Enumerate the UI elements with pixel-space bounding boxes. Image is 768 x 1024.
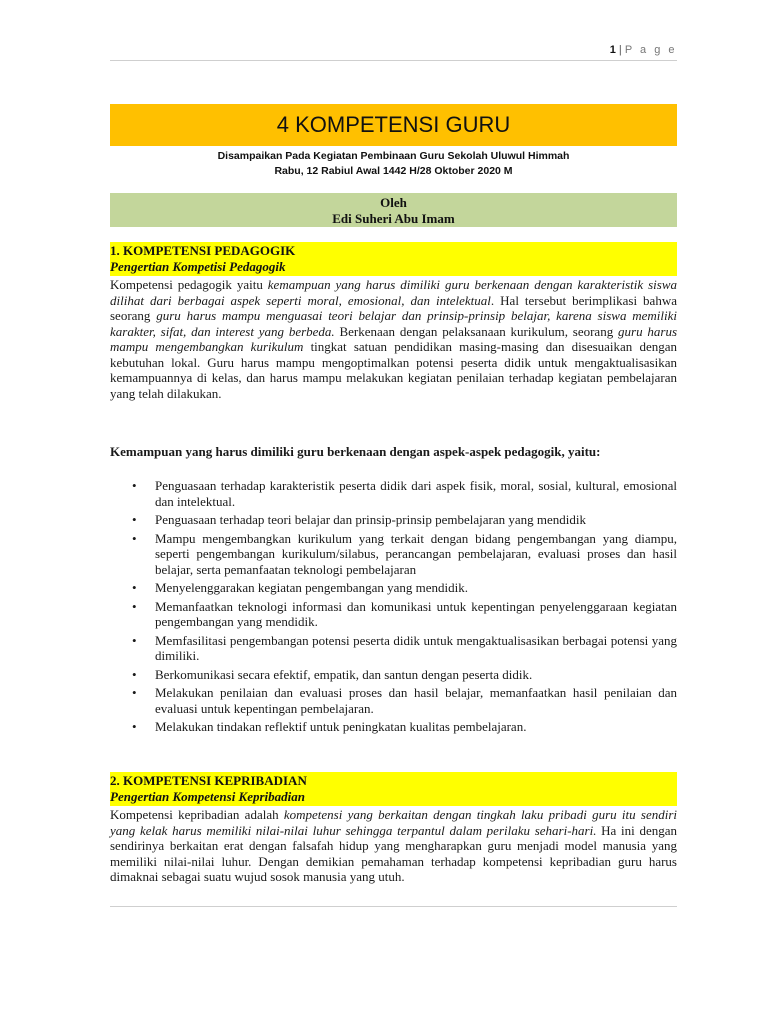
section2-subheading: Pengertian Kompetensi Kepribadian	[110, 789, 306, 804]
author-box	[110, 193, 677, 227]
list-item-text: Penguasaan terhadap karakteristik peserta didik dari aspek fisik, moral, sosial, kultural, emosional dan intelektual.	[155, 478, 677, 509]
bullet-icon: •	[132, 512, 137, 527]
bullet-icon: •	[132, 666, 137, 682]
list-item-text: Memanfaatkan teknologi informasi dan komunikasi untuk kepentingan penyelenggaraan kegiatan pengembangan yang mendidik.	[155, 598, 677, 629]
list-item-text: Menyelenggarakan kegiatan pengembangan yang mendidik.	[155, 580, 468, 595]
list-item	[110, 599, 677, 630]
section2-heading: 2. KOMPETENSI KEPRIBADIAN	[110, 773, 307, 788]
list-item	[110, 512, 677, 528]
subtitle-date: Rabu, 12 Rabiul Awal 1442 H/28 Oktober 2020 M	[274, 165, 513, 177]
bullet-icon: •	[132, 530, 137, 546]
bullet-icon: •	[132, 478, 137, 493]
list-item-text: Melakukan penilaian dan evaluasi proses dan hasil belajar, memanfaatkan hasil penilaian dan evaluasi untuk kepentingan pembelajaran.	[155, 685, 677, 716]
section1-header	[110, 242, 677, 276]
list-item	[110, 478, 677, 509]
text-run: Kompetensi pedagogik yaitu	[110, 277, 268, 292]
author-name: Edi Suheri Abu Imam	[332, 211, 455, 226]
section1-subheading: Pengertian Kompetisi Pedagogik	[110, 259, 286, 274]
list-item-text: Berkomunikasi secara efektif, empatik, dan santun dengan peserta didik.	[155, 666, 533, 682]
list-item-text: Mampu mengembangkan kurikulum yang terkait dengan bidang pengembangan yang diampu, seperti pengembangan kurikulum/silabus, perancangan pembelajaran, evaluasi proses dan hasil belajar, serta pemanfaatan teknologi pembelajaran	[155, 530, 677, 577]
list-item-text: Melakukan tindakan reflektif untuk peningkatan kualitas pembelajaran.	[155, 719, 527, 734]
page-number-separator: |	[618, 44, 622, 56]
list-item	[110, 531, 677, 578]
section2-paragraph	[110, 807, 677, 885]
header-rule	[110, 60, 677, 61]
bullet-icon: •	[132, 598, 137, 614]
list-item-text: Penguasaan terhadap teori belajar dan prinsip-prinsip pembelajaran yang mendidik	[155, 512, 587, 527]
bullet-icon: •	[132, 685, 137, 700]
bottom-rule	[110, 906, 677, 907]
list-item-text: Memfasilitasi pengembangan potensi peserta didik untuk mengaktualisasikan berbagai potensi yang dimiliki.	[155, 632, 677, 663]
emphasis-run: kompetensi yang berkaitan dengan tingkah laku pribadi guru itu sendiri yang kelak harus memiliki nilai-nilai luhur sehingga terpantul dalam perilaku sehari-hari.	[110, 807, 677, 838]
page-number	[610, 44, 677, 56]
text-run: Kompetensi kepribadian adalah	[110, 807, 284, 822]
list-item	[110, 685, 677, 716]
section1-heading: 1. KOMPETENSI PEDAGOGIK	[110, 243, 296, 258]
section2-header	[110, 772, 677, 806]
emphasis-run: guru harus mampu menguasai teori belajar dan prinsip-prinsip belajar, karena siswa memiliki karakter, sifat, dan interest yang berbeda.	[110, 308, 678, 339]
document-title: 4 KOMPETENSI GURU	[110, 104, 677, 146]
text-run: Ha ini dengan sendirinya berkaitan erat dengan falsafah hidup yang mengharapkan guru menjadi model manusia yang memiliki nilai-nilai luhur. Dengan demikian pemahaman terhadap kompetensi kepribadian guru harus dimaknai sebagai suatu wujud sosok manusia yang utuh.	[110, 822, 677, 884]
page-label: P a g e	[624, 44, 677, 56]
list-item	[110, 667, 677, 683]
author-label: Oleh	[380, 195, 407, 210]
bullet-icon: •	[132, 719, 137, 734]
text-run: . Hal tersebut berimplikasi bahwa seorang	[110, 292, 677, 323]
emphasis-run: kemampuan yang harus dimiliki guru berkenaan dengan karakteristik siswa dilihat dari berbagai aspek seperti moral, emosional, dan intelektual	[110, 277, 677, 308]
abilities-heading: Kemampuan yang harus dimiliki guru berkenaan dengan aspek-aspek pedagogik, yaitu:	[110, 444, 601, 459]
list-item	[110, 719, 677, 735]
page-number-value: 1	[609, 44, 616, 56]
text-run: Berkenaan dengan pelaksanaan kurikulum, seorang	[334, 323, 619, 339]
bullet-icon: •	[132, 632, 137, 648]
subtitle-event: Disampaikan Pada Kegiatan Pembinaan Guru Sekolah Uluwul Himmah	[217, 150, 570, 162]
bullet-icon: •	[132, 580, 137, 595]
abilities-list	[110, 478, 677, 738]
text-run: tingkat satuan pendidikan masing-masing dan disesuaikan dengan kebutuhan lokal. Guru harus mampu mengoptimalkan potensi peserta didik untuk mengaktualisasikan kemampuannya di kelas, dan harus mampu melakukan kegiatan penilaian terhadap kegiatan pembelajaran yang telah dilakukan.	[110, 339, 678, 401]
emphasis-run: guru harus mampu mengembangkan kurikulum	[110, 323, 678, 354]
section1-paragraph	[110, 277, 677, 401]
list-item	[110, 633, 677, 664]
list-item	[110, 580, 677, 596]
